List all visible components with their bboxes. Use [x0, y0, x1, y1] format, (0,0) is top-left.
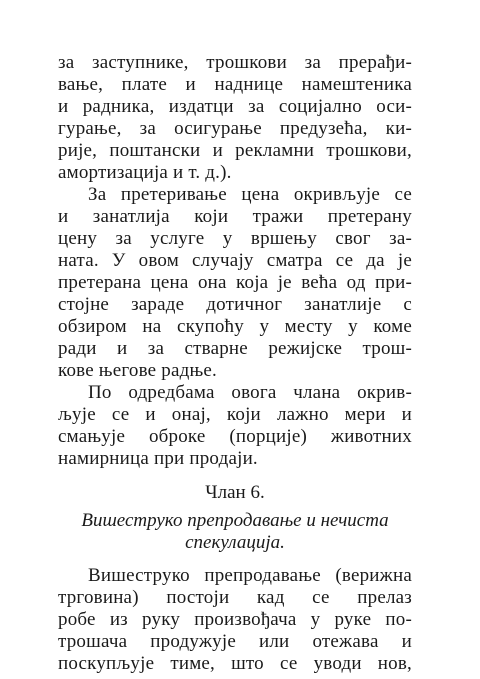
text-line: робе из руку произвођача у руке по- — [58, 609, 412, 630]
text-line: вање, плате и наднице намештеника — [58, 74, 412, 95]
text-line: По одредбама овога члана окрив- — [88, 382, 412, 403]
text-line: намирница при продаји. — [58, 448, 258, 469]
text-line: трговина) постоји кад се прелаз — [58, 587, 412, 608]
text-line: љује се и онај, који лажно мери и — [58, 404, 412, 425]
text-line: обзиром на скупоћу у месту у коме — [58, 316, 412, 337]
text-line: ради и за стварне режијске трош- — [58, 338, 412, 359]
text-line: кове његове радње. — [58, 360, 217, 381]
text-line: поскупљује тиме, што се уводи нов, — [58, 653, 412, 674]
text-line: смањује оброке (порције) животних — [58, 426, 412, 447]
text-line: гурање, за осигурање предузећа, ки- — [58, 118, 412, 139]
text-line: претерана цена она која је већа од при- — [58, 272, 412, 293]
article-subtitle-line: Вишеструко препродавање и нечиста — [81, 510, 389, 531]
text-line: ната. У овом случају сматра се да је — [58, 250, 412, 271]
article-subtitle-line: спекулација. — [185, 532, 285, 553]
text-line: и радника, издатци за социјално оси- — [58, 96, 412, 117]
text-line: рије, поштански и рекламни трошкови, — [58, 140, 412, 161]
text-line: Вишеструко препродавање (верижна — [88, 565, 412, 586]
text-line: трошача продужује или отежава и — [58, 631, 412, 652]
text-line: цену за услуге у вршењу свог за- — [58, 228, 412, 249]
text-line: стојне зараде дотичног занатлије с — [58, 294, 412, 315]
text-line: и занатлија који тражи претерану — [58, 206, 412, 227]
text-line: за заступнике, трошкови за прерађи- — [58, 52, 412, 73]
text-line: За претеривање цена окривљује се — [88, 184, 412, 205]
text-line: амортизација и т. д.). — [58, 162, 232, 183]
article-heading: Члан 6. — [205, 482, 265, 503]
